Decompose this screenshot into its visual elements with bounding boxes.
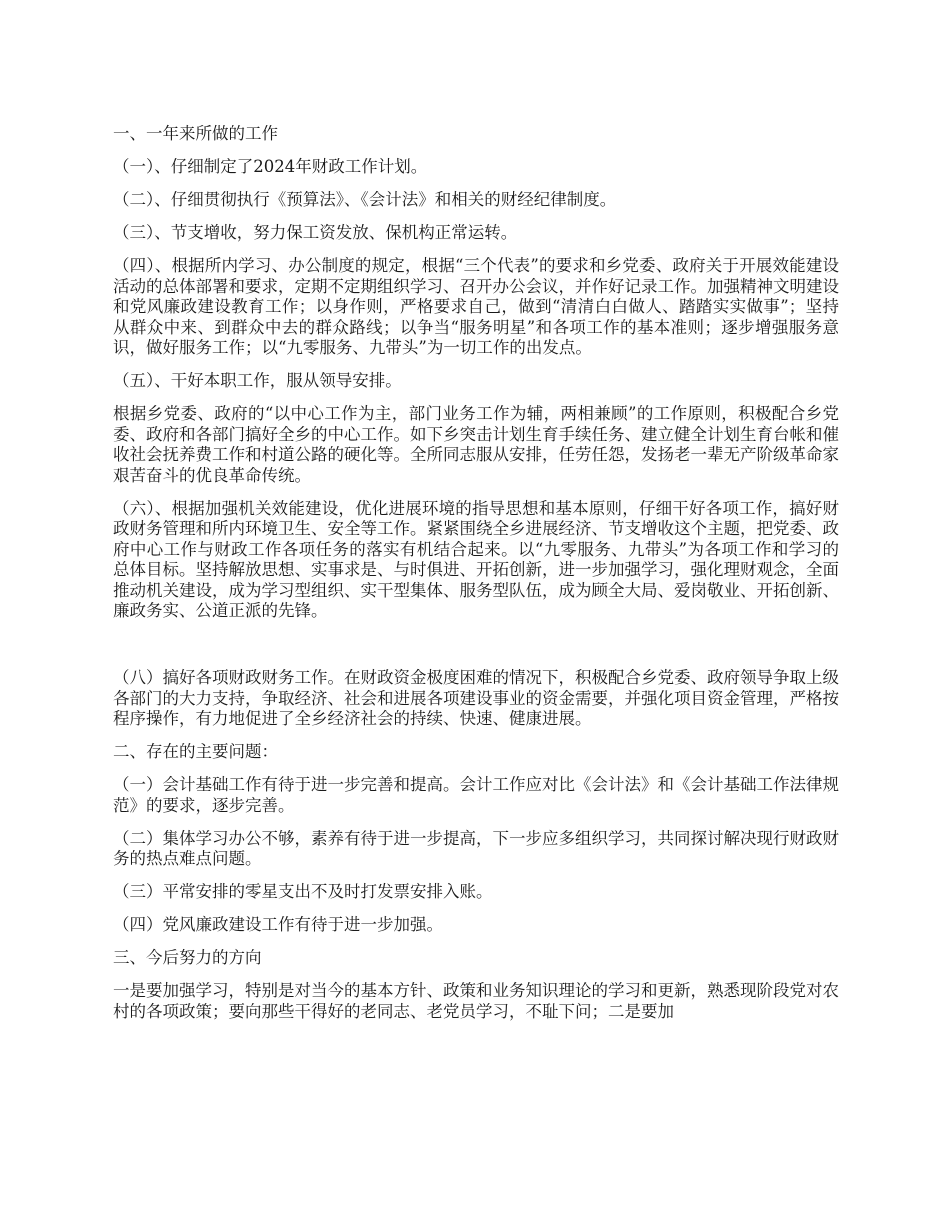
paragraph-item-5: （五）、干好本职工作，服从领导安排。 xyxy=(113,371,402,390)
paragraph-item-4: （四）、根据所内学习、办公制度的规定，根据“三个代表”的要求和乡党委、政府关于开展效能建设活动的总体部署和要求，定期不定期组织学习、召开办公会议，并作好记录工作。加强精神文明建设和党风廉政建设教育工作；以身作则，严格要求自己，做到“清清白白做人、踏踏实实做事”；坚持从群众中来、到群众中去的群众路线；以争当“服务明星”和各项工作的基本准则；逐步增强服务意识，做好服务工作；以“九零服务、九带头”为一切工作的出发点。 xyxy=(113,256,839,357)
problem-item-2: （二）集体学习办公不够，素养有待于进一步提高，下一步应多组织学习，共同探讨解决现行财政财务的热点难点问题。 xyxy=(113,828,839,868)
paragraph-item-6: （六）、根据加强机关效能建设，优化进展环境的指导思想和基本原则，仔细干好各项工作，搞好财政财务管理和所内环境卫生、安全等工作。紧紧围绕全乡进展经济、节支增收这个主题，把党委、政府中心工作与财政工作各项任务的落实有机结合起来。以“九零服务、九带头”为各项工作和学习的总体目标。坚持解放思想、实事求是、与时俱进、开拓创新，进一步加强学习，强化理财观念，全面推动机关建设，成为学习型组织、实干型集体、服务型队伍，成为顾全大局、爱岗敬业、开拓创新、廉政务实、公道正派的先锋。 xyxy=(113,498,839,620)
future-direction-paragraph: 一是要加强学习，特别是对当今的基本方针、政策和业务知识理论的学习和更新，熟悉现阶段党对农村的各项政策；要向那些干得好的老同志、老党员学习，不耻下问；二是要加 xyxy=(113,981,839,1021)
blank-gap xyxy=(113,634,839,668)
section-heading-future-direction: 三、今后努力的方向 xyxy=(113,948,262,967)
problem-item-1: （一）会计基础工作有待于进一步完善和提高。会计工作应对比《会计法》和《会计基础工作法律规范》的要求，逐步完善。 xyxy=(113,775,839,815)
paragraph-item-8: （八）搞好各项财政财务工作。在财政资金极度困难的情况下，积极配合乡党委、政府领导争取上级各部门的大力支持，争取经济、社会和进展各项建设事业的资金需要，并强化项目资金管理，严格按程序操作，有力地促进了全乡经济社会的持续、快速、健康进展。 xyxy=(113,668,839,728)
problem-item-4: （四）党风廉政建设工作有待于进一步加强。 xyxy=(113,915,443,934)
paragraph-item-3: （三）、节支增收，努力保工资发放、保机构正常运转。 xyxy=(113,223,518,242)
paragraph-item-5-detail: 根据乡党委、政府的“以中心工作为主，部门业务工作为辅，两相兼顾”的工作原则，积极配合乡党委、政府和各部门搞好全乡的中心工作。如下乡突击计划生育手续任务、建立健全计划生育台帐和催收社会抚养费工作和村道公路的硬化等。全所同志服从安排，任劳任怨，发扬老一辈无产阶级革命家艰苦奋斗的优良革命传统。 xyxy=(113,404,839,485)
paragraph-item-2: （二）、仔细贯彻执行《预算法》、《会计法》和相关的财经纪律制度。 xyxy=(113,190,617,209)
section-heading-work-done: 一、一年来所做的工作 xyxy=(113,124,278,143)
document-page xyxy=(113,124,839,1035)
paragraph-item-1: （一）、仔细制定了2024年财政工作计划。 xyxy=(113,157,428,176)
problem-item-3: （三）平常安排的零星支出不及时打发票安排入账。 xyxy=(113,882,493,901)
section-heading-problems: 二、存在的主要问题： xyxy=(113,742,278,761)
